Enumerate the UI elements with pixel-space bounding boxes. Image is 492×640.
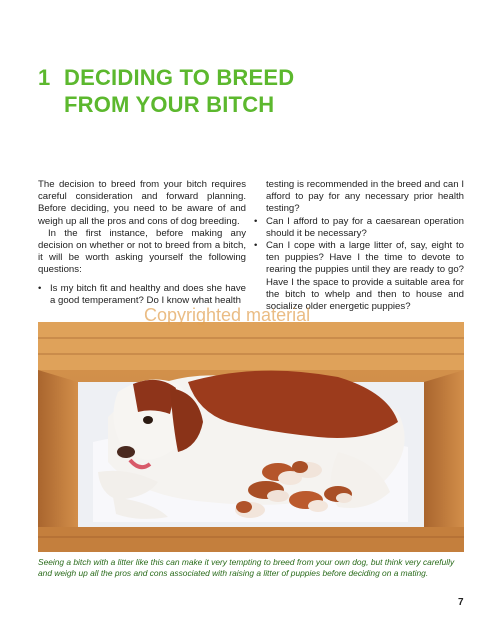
text-column-right <box>254 179 464 313</box>
copyright-watermark: Copyrighted material <box>144 305 311 325</box>
list-item <box>38 283 246 307</box>
chapter-title <box>38 64 294 118</box>
list-item <box>254 240 464 313</box>
page-number: 7 <box>458 597 464 608</box>
question-list-continued <box>254 216 464 314</box>
list-item <box>254 216 464 240</box>
chapter-title-line1: DECIDING TO BREED <box>64 65 295 90</box>
question-text: Is my bitch fit and healthy and does she have a good temperament? Do I know what health <box>50 282 246 306</box>
whelping-box-photo <box>38 322 464 552</box>
question-text: Can I cope with a large litter of, say, eight to ten puppies? Have I the time to devote to rearing the puppies until they are ready to go? Have I the space to provide a suitable area for the bitch to whelp and then to house and socialize older energetic puppies? <box>266 240 464 313</box>
question-list <box>38 283 246 307</box>
photo-caption: Seeing a bitch with a litter like this can make it very tempting to breed from your own dog, but think very carefully and weigh up all the pros and cons associated with raising a litter of puppies before deciding on a mating. <box>38 557 455 578</box>
bullet-icon: • <box>38 282 42 294</box>
chapter-title-line2: FROM YOUR BITCH <box>64 92 275 117</box>
paragraph-questions-intro: In the first instance, before making any decision on whether or not to breed from a bitch, it will be worth asking yourself the following questions: <box>38 227 246 276</box>
chapter-number: 1 <box>38 65 51 90</box>
paragraph-intro: The decision to breed from your bitch requires careful consideration and forward planning. Before deciding, you need to be aware of and weigh up all the pros and cons of dog breeding. <box>38 179 246 227</box>
question-text: Can I afford to pay for a caesarean operation should it be necessary? <box>266 215 464 239</box>
bullet-icon: • <box>254 215 258 227</box>
question-continuation: testing is recommended in the breed and can I afford to pay for any necessary prior health testing? <box>266 179 464 215</box>
dog-and-puppies-illustration <box>38 322 464 552</box>
text-column-left <box>38 179 246 307</box>
bullet-icon: • <box>254 240 258 252</box>
